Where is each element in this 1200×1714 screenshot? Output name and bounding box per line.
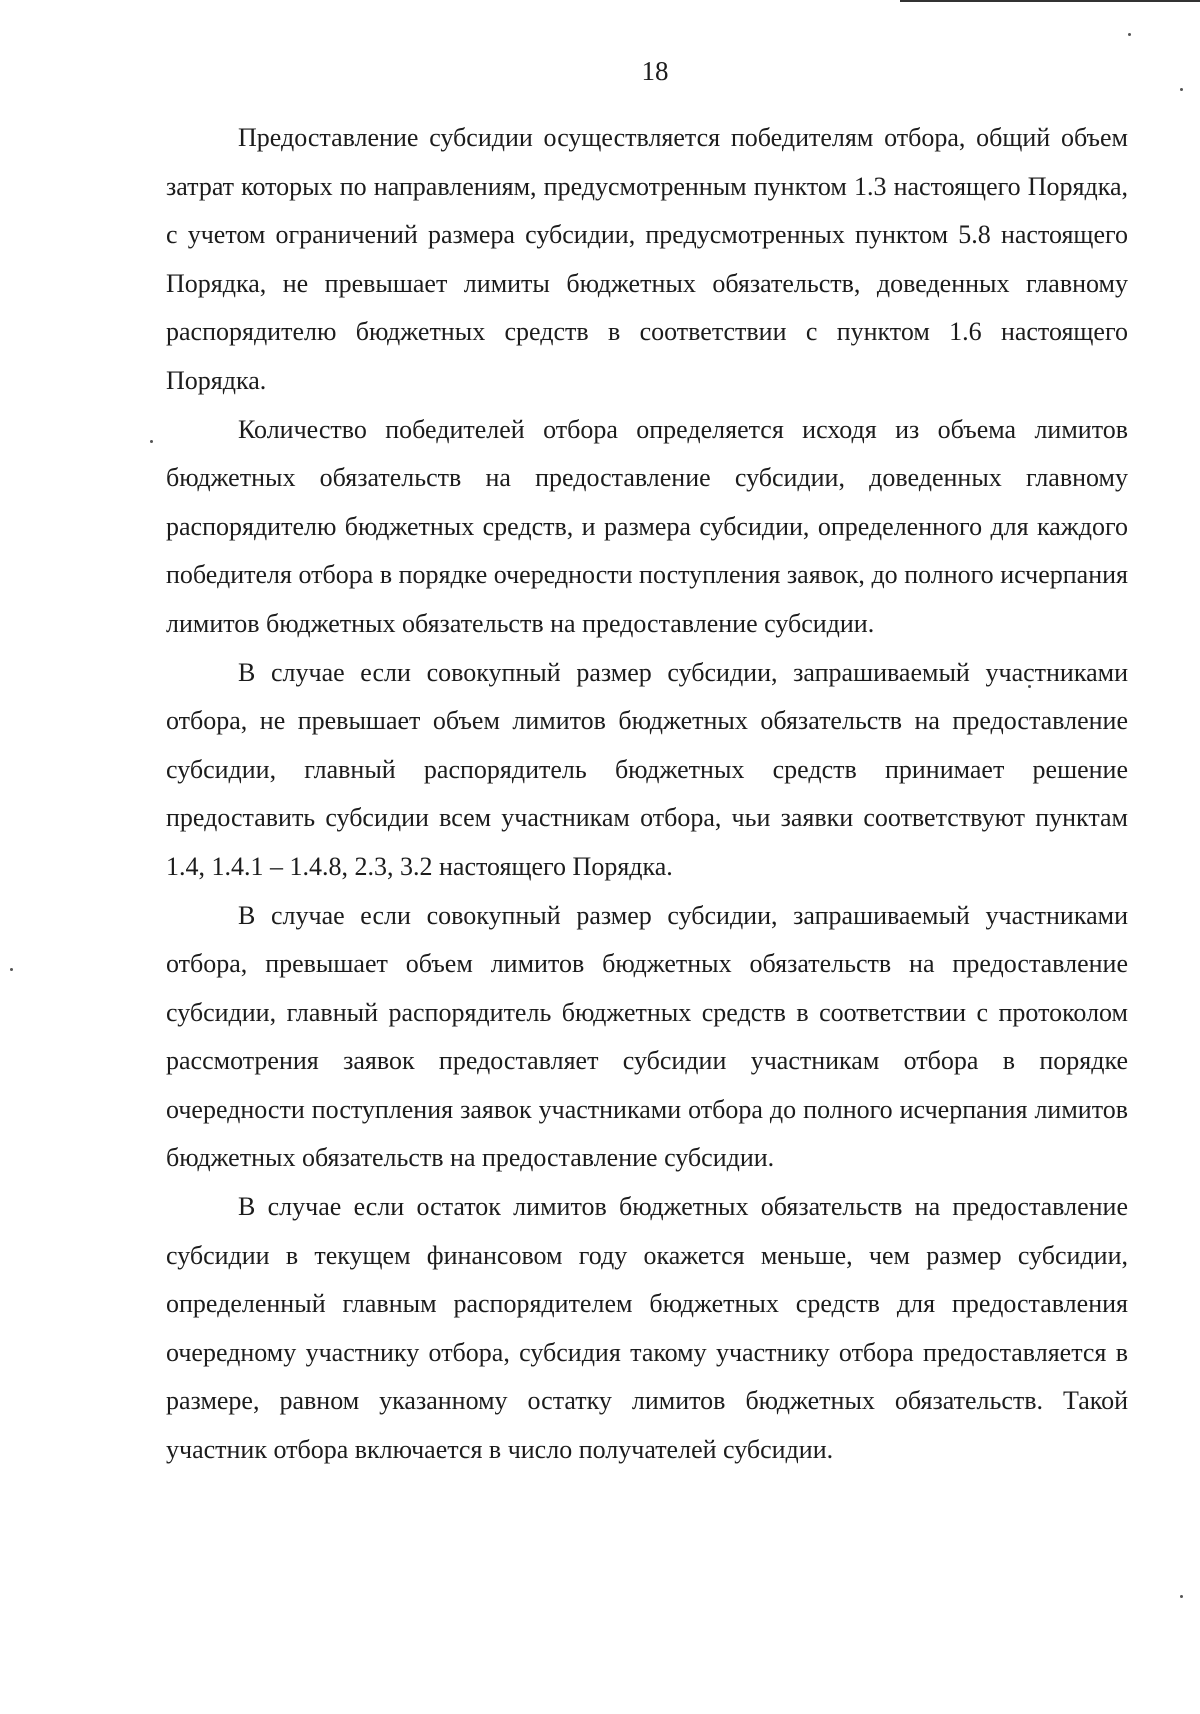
scan-speck [150, 440, 153, 443]
paragraph: Предоставление субсидии осуществляется победителям отбора, общий объем затрат которых по направлениям, предусмотренным пунктом 1.3 настоящего Порядка, с учетом ограничений размера субсидии, предусмотренных пунктом 5.8 настоящего Порядка, не превышает лимиты бюджетных обязательств, доведенных главному распорядителю бюджетных средств в соответствии с пунктом 1.6 настоящего Порядка. [166, 123, 1128, 395]
page-number: 18 [641, 56, 669, 86]
scan-speck [10, 968, 13, 971]
scan-speck [1180, 88, 1183, 91]
document-body [166, 114, 1128, 1475]
paragraph: В случае если совокупный размер субсидии, запрашиваемый участниками отбора, превышает объем лимитов бюджетных обязательств на предоставление субсидии, главный распорядитель бюджетных средств в соответствии с протоколом рассмотрения заявок предоставляет субсидии участникам отбора в порядке очередности поступления заявок участниками отбора до полного исчерпания лимитов бюджетных обязательств на предоставление субсидии. [166, 900, 1128, 1173]
paragraph: В случае если совокупный размер субсидии, запрашиваемый участниками отбора, не превышает объем лимитов бюджетных обязательств на предоставление субсидии, главный распорядитель бюджетных средств принимает решение предоставить субсидии всем участникам отбора, чьи заявки соответствуют пунктам 1.4, 1.4.1 – 1.4.8, 2.3, 3.2 настоящего Порядка. [166, 657, 1128, 881]
paragraph: В случае если остаток лимитов бюджетных обязательств на предоставление субсидии в текущем финансовом году окажется меньше, чем размер субсидии, определенный главным распорядителем бюджетных средств для предоставления очередному участнику отбора, субсидия такому участнику отбора предоставляется в размере, равном указанному остатку лимитов бюджетных обязательств. Такой участник отбора включается в число получателей субсидии. [166, 1192, 1128, 1465]
scan-speck [1128, 33, 1131, 36]
scan-edge-line [900, 0, 1200, 2]
scan-speck [1180, 1595, 1183, 1598]
paragraph: Количество победителей отбора определяется исходя из объема лимитов бюджетных обязательств на предоставление субсидии, доведенных главному распорядителю бюджетных средств, и размера субсидии, определенного для каждого победителя отбора в порядке очередности поступления заявок, до полного исчерпания лимитов бюджетных обязательств на предоставление субсидии. [166, 414, 1128, 638]
